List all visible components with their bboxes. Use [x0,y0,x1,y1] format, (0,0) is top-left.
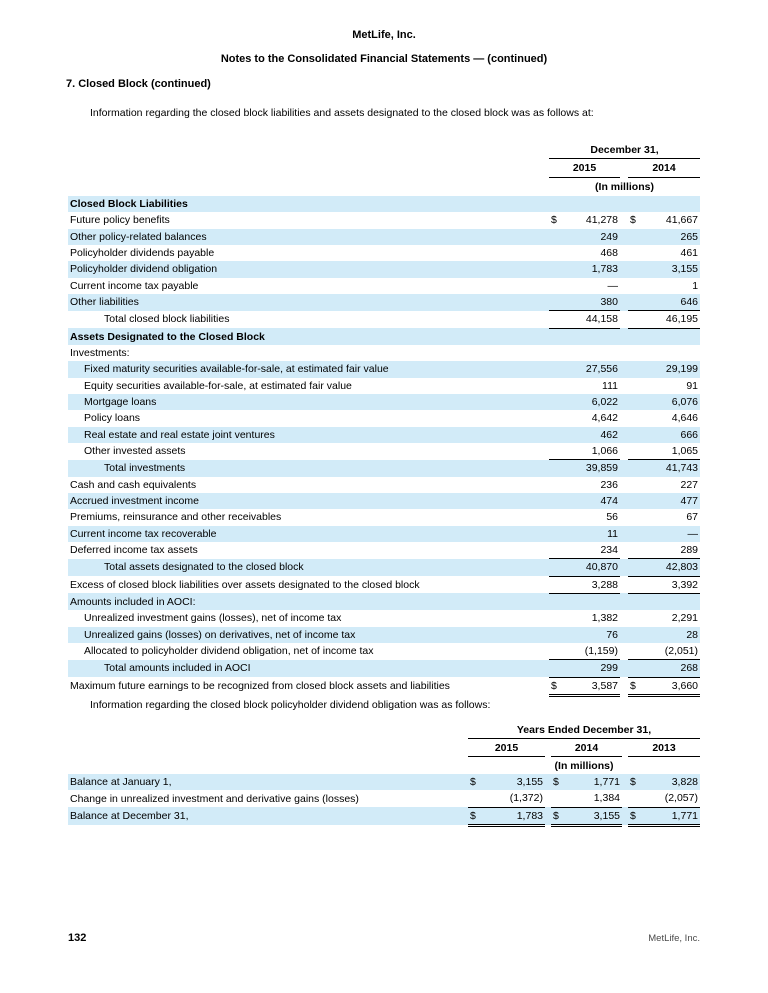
column-gap [620,410,628,426]
currency-symbol-cell [628,278,642,294]
column-gap [620,493,628,509]
value-cell: 1,384 [565,790,622,807]
row-label: Balance at January 1, [68,774,468,790]
value-cell: 289 [642,542,700,559]
table-row [68,660,700,677]
currency-symbol-cell: $ [628,677,642,695]
row-label: Future policy benefits [70,214,170,227]
currency-symbol-cell: $ [551,807,565,825]
table-row [68,807,700,825]
currency-symbol-cell [549,278,563,294]
currency-symbol-cell [628,509,642,525]
year-column-header: 2013 [628,739,700,757]
table-row [68,378,700,394]
policyholder-dividend-obligation-table [68,721,700,827]
currency-symbol-cell: $ [549,677,563,695]
units-label-cell: (In millions) [595,181,654,193]
column-gap [620,196,628,212]
value-cell: 1,783 [563,261,620,277]
currency-symbol-cell [628,576,642,593]
value-cell [563,345,620,361]
value-cell [642,328,700,345]
currency-symbol-cell: $ [551,214,557,227]
row-label: Excess of closed block liabilities over assets designated to the closed block [70,578,420,591]
currency-symbol-cell [628,660,642,677]
value-cell: (2,057) [642,790,700,807]
row-label: Total assets designated to the closed block [68,559,549,576]
currency-symbol-cell [628,245,642,261]
value-cell: 1 [692,279,699,292]
value-cell: 1,783 [482,807,545,825]
column-gap [620,677,628,695]
row-label: Allocated to policyholder dividend obligation, net of income tax [84,645,374,658]
row-label: Deferred income tax assets [70,544,198,557]
spacer-cell [68,178,549,197]
value-cell: 461 [680,247,699,260]
table-row [68,278,700,294]
period-header-cell: December 31, [549,141,700,159]
page-footer [68,932,700,944]
currency-symbol-cell [549,427,563,443]
column-gap [620,427,628,443]
row-label: Unrealized gains (losses) on derivatives, net of income tax [68,627,549,643]
currency-symbol-cell [549,378,563,394]
value-cell: (1,372) [482,790,545,807]
table-row [68,509,700,525]
currency-symbol-cell [628,311,642,328]
value-cell: 6,022 [563,394,620,410]
value-cell: 42,803 [642,559,700,576]
table-row [68,427,700,443]
currency-symbol-cell [549,526,563,542]
row-label: Mortgage loans [68,394,549,410]
table-row [68,196,700,212]
table-row [68,790,700,807]
value-cell: 3,155 [642,261,700,277]
row-label: Total investments [68,460,549,477]
value-cell: 111 [602,379,618,392]
value-cell: 3,288 [563,576,620,593]
value-cell: 3,660 [642,677,700,695]
currency-symbol-cell [628,261,642,277]
currency-symbol-cell [549,229,563,245]
column-gap [620,559,628,576]
intro-paragraph-1: Information regarding the closed block liabilities and assets designated to the closed block was as follows at: [90,107,594,119]
value-cell: 46,195 [642,311,700,328]
table-row [68,245,700,261]
table-row [68,610,700,626]
table-row [68,559,700,576]
table-row [68,542,700,559]
currency-symbol-cell: $ [551,774,565,790]
column-gap [620,378,628,394]
value-cell: 3,155 [482,774,545,790]
row-label: Balance at December 31, [68,807,468,825]
value-cell [563,328,620,345]
value-cell: 56 [606,511,618,524]
row-label: Policyholder dividend obligation [68,261,549,277]
column-gap [620,394,628,410]
currency-symbol-cell: $ [468,807,482,825]
row-label: Cash and cash equivalents [70,478,197,491]
value-cell: 3,587 [563,677,620,695]
table-row [68,526,700,542]
value-cell: 28 [642,627,700,643]
table-row [68,229,700,245]
table-row [68,460,700,477]
value-cell: 41,278 [585,214,618,227]
currency-symbol-cell [628,294,642,311]
currency-symbol-cell [549,643,563,660]
column-gap [620,245,628,261]
value-cell: 41,743 [642,460,700,477]
currency-symbol-cell [628,460,642,477]
value-cell [563,593,620,610]
currency-symbol-cell [628,559,642,576]
row-label: Other policy-related balances [68,229,549,245]
financial-table [68,721,700,827]
units-row [68,757,700,775]
column-gap [620,311,628,328]
closed-block-liabilities-assets-table [68,141,700,697]
value-cell: 646 [642,294,700,311]
year-columns-row [68,159,700,178]
table-row [68,212,700,228]
row-label: Closed Block Liabilities [68,196,549,212]
currency-symbol-cell [549,294,563,311]
value-cell: 249 [563,229,620,245]
value-cell [642,196,700,212]
table-row [68,394,700,410]
currency-symbol-cell [628,345,642,361]
currency-symbol-cell [628,229,642,245]
currency-symbol-cell [628,526,642,542]
value-cell: 474 [563,493,620,509]
column-gap [620,443,628,460]
intro-paragraph-2: Information regarding the closed block policyholder dividend obligation was as follows: [90,699,491,711]
value-cell [642,593,700,610]
currency-symbol-cell [628,542,642,559]
column-gap [620,460,628,477]
currency-symbol-cell [549,245,563,261]
column-gap [620,294,628,311]
row-label: Premiums, reinsurance and other receivables [70,511,282,524]
currency-symbol-cell [549,443,563,460]
value-cell: 44,158 [563,311,620,328]
value-cell: 76 [563,627,620,643]
currency-symbol-cell [549,660,563,677]
currency-symbol-cell [628,328,642,345]
year-column-header: 2015 [549,159,620,178]
row-label: Total closed block liabilities [104,313,230,326]
value-cell: 1,382 [591,612,618,625]
value-cell: 477 [642,493,700,509]
table-row [68,627,700,643]
value-cell: 462 [563,427,620,443]
value-cell: 1,771 [642,807,700,825]
currency-symbol-cell [549,345,563,361]
table-row [68,576,700,593]
value-cell [563,196,620,212]
currency-symbol-cell [628,627,642,643]
value-cell: — [642,526,700,542]
column-gap [620,643,628,660]
value-cell: 268 [642,660,700,677]
value-cell: 40,870 [563,559,620,576]
currency-symbol-cell [549,361,563,377]
row-label: Real estate and real estate joint ventures [68,427,549,443]
table-row [68,410,700,426]
column-gap [620,576,628,593]
value-cell: 1,066 [563,443,620,460]
table-row [68,677,700,695]
currency-symbol-cell [549,410,563,426]
value-cell: 41,667 [665,214,699,227]
currency-symbol-cell [549,542,563,559]
page-number: 132 [68,932,87,944]
section-heading: 7. Closed Block (continued) [66,78,211,90]
column-gap [620,593,628,610]
units-row [68,178,700,197]
row-label: Fixed maturity securities available-for-sale, at estimated fair value [68,361,549,377]
currency-symbol-cell [549,311,563,328]
currency-symbol-cell [551,790,565,807]
period-header-row [68,721,700,739]
row-label: Investments: [70,347,130,360]
value-cell: 3,392 [642,576,700,593]
row-label: Other liabilities [68,294,549,311]
currency-symbol-cell [628,361,642,377]
value-cell: 227 [680,478,699,491]
value-cell: 3,155 [565,807,622,825]
column-gap [620,345,628,361]
value-cell: (2,051) [642,643,700,660]
row-label: Amounts included in AOCI: [68,593,549,610]
value-cell: (1,159) [563,643,620,660]
table-row [68,643,700,660]
value-cell: 234 [563,542,620,559]
column-gap [620,627,628,643]
currency-symbol-cell [628,477,642,493]
column-gap [620,542,628,559]
currency-symbol-cell [549,196,563,212]
currency-symbol-cell [628,643,642,660]
company-title: MetLife, Inc. [352,29,416,41]
value-cell: 1,065 [642,443,700,460]
row-label: Current income tax recoverable [68,526,549,542]
value-cell: 39,859 [563,460,620,477]
value-cell: — [607,279,618,292]
value-cell: 6,076 [642,394,700,410]
value-cell: 29,199 [642,361,700,377]
column-gap [620,278,628,294]
spacer-cell [68,721,468,739]
value-cell: 91 [686,379,699,392]
year-column-header: 2014 [628,159,700,178]
value-cell: 4,642 [591,412,618,425]
column-gap [620,361,628,377]
currency-symbol-cell [549,509,563,525]
value-cell [642,345,700,361]
currency-symbol-cell [549,394,563,410]
table-row [68,345,700,361]
value-cell: 299 [563,660,620,677]
year-columns-row [68,739,700,757]
value-cell: 67 [686,511,699,524]
currency-symbol-cell [628,427,642,443]
table-row [68,361,700,377]
currency-symbol-cell [628,378,642,394]
table-row [68,774,700,790]
row-label: Policyholder dividends payable [70,247,215,260]
currency-symbol-cell [628,493,642,509]
currency-symbol-cell [549,477,563,493]
spacer-cell [68,757,468,775]
row-label: Current income tax payable [70,279,199,292]
value-cell: 4,646 [671,412,699,425]
column-gap [620,159,628,178]
year-column-header: 2014 [551,739,622,757]
row-label: Maximum future earnings to be recognized from closed block assets and liabilities [70,680,450,693]
value-cell: 236 [600,478,618,491]
table-row [68,443,700,460]
value-cell: 380 [563,294,620,311]
currency-symbol-cell [549,261,563,277]
currency-symbol-cell [549,593,563,610]
currency-symbol-cell [549,493,563,509]
currency-symbol-cell [628,443,642,460]
currency-symbol-cell [549,576,563,593]
table-row [68,311,700,328]
row-label: Equity securities available-for-sale, at estimated fair value [84,379,352,392]
currency-symbol-cell [549,559,563,576]
currency-symbol-cell [549,610,563,626]
spacer-cell [68,159,549,178]
column-gap [620,526,628,542]
currency-symbol-cell [628,410,642,426]
period-header-cell: Years Ended December 31, [468,721,700,739]
row-label: Accrued investment income [68,493,549,509]
units-label-cell: (In millions) [554,759,614,772]
table-row [68,261,700,277]
currency-symbol-cell [628,610,642,626]
value-cell: 3,828 [642,774,700,790]
table-row [68,328,700,345]
currency-symbol-cell: $ [630,214,636,227]
row-label: Total amounts included in AOCI [68,660,549,677]
value-cell: 265 [642,229,700,245]
value-cell: 1,771 [565,774,622,790]
column-gap [620,509,628,525]
column-gap [620,477,628,493]
column-gap [620,660,628,677]
value-cell: 2,291 [671,612,699,625]
row-label: Unrealized investment gains (losses), net of income tax [84,612,342,625]
value-cell: 11 [563,526,620,542]
currency-symbol-cell: $ [468,774,482,790]
row-label: Assets Designated to the Closed Block [68,328,549,345]
column-gap [620,261,628,277]
currency-symbol-cell [628,196,642,212]
spacer-cell [68,739,468,757]
financial-table [68,141,700,697]
currency-symbol-cell [628,593,642,610]
currency-symbol-cell [628,790,642,807]
table-row [68,477,700,493]
currency-symbol-cell [549,460,563,477]
currency-symbol-cell: $ [628,807,642,825]
currency-symbol-cell: $ [628,774,642,790]
column-gap [620,328,628,345]
footer-company: MetLife, Inc. [648,933,700,944]
column-gap [620,610,628,626]
value-cell: 468 [600,247,618,260]
currency-symbol-cell [468,790,482,807]
table-row [68,294,700,311]
value-cell: 666 [642,427,700,443]
currency-symbol-cell [549,627,563,643]
document-title: Notes to the Consolidated Financial Statements — (continued) [220,53,548,65]
year-column-header: 2015 [468,739,545,757]
table-row [68,493,700,509]
table-row [68,593,700,610]
column-gap [620,229,628,245]
row-label: Policy loans [84,412,141,425]
currency-symbol-cell [549,328,563,345]
value-cell: 27,556 [563,361,620,377]
currency-symbol-cell [628,394,642,410]
row-label: Other invested assets [84,445,186,458]
spacer-cell [68,141,549,159]
column-gap [620,212,628,228]
period-header-row [68,141,700,159]
row-label: Change in unrealized investment and derivative gains (losses) [70,792,359,805]
